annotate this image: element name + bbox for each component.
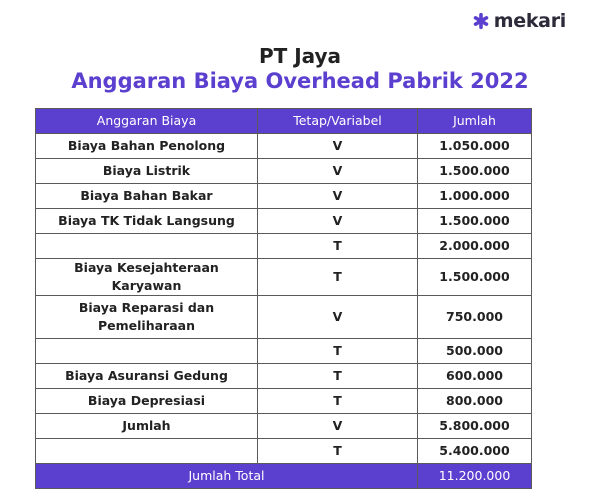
cell-amount: 5.400.000 [418, 439, 532, 464]
budget-table [35, 108, 532, 489]
table-header-row [36, 109, 532, 134]
total-row [36, 464, 532, 489]
table-row [36, 414, 532, 439]
cell-item: Biaya Asuransi Gedung [36, 364, 258, 389]
cell-item: Biaya Bahan Penolong [36, 134, 258, 159]
cell-type: V [258, 159, 418, 184]
table-row [36, 159, 532, 184]
cell-type: T [258, 339, 418, 364]
total-label: Jumlah Total [36, 464, 418, 489]
cell-item: Biaya Depresiasi [36, 389, 258, 414]
cell-item: Biaya Listrik [36, 159, 258, 184]
cell-type: V [258, 209, 418, 234]
table-row [36, 234, 532, 259]
cell-type: V [258, 134, 418, 159]
cell-item: Biaya Bahan Bakar [36, 184, 258, 209]
cell-amount: 5.800.000 [418, 414, 532, 439]
cell-amount: 1.500.000 [418, 259, 532, 296]
column-header-item: Anggaran Biaya [36, 109, 258, 134]
table-row [36, 259, 532, 296]
table-row [36, 439, 532, 464]
page-title: Anggaran Biaya Overhead Pabrik 2022 [71, 69, 529, 93]
cell-amount: 1.050.000 [418, 134, 532, 159]
cell-type: V [258, 296, 418, 339]
cell-type: V [258, 414, 418, 439]
cell-item: Biaya TK Tidak Langsung [36, 209, 258, 234]
cell-item [36, 439, 258, 464]
cell-amount: 1.500.000 [418, 159, 532, 184]
table-row [36, 134, 532, 159]
cell-type: T [258, 439, 418, 464]
cell-amount: 500.000 [418, 339, 532, 364]
cell-item [36, 234, 258, 259]
mekari-logo [472, 10, 566, 32]
cell-amount: 1.000.000 [418, 184, 532, 209]
cell-item: Jumlah [36, 414, 258, 439]
cell-amount: 600.000 [418, 364, 532, 389]
table-row [36, 364, 532, 389]
cell-type: T [258, 364, 418, 389]
cell-type: T [258, 389, 418, 414]
cell-amount: 1.500.000 [418, 209, 532, 234]
table-row [36, 209, 532, 234]
table-row [36, 389, 532, 414]
table-row [36, 296, 532, 339]
cell-type: T [258, 234, 418, 259]
total-amount: 11.200.000 [418, 464, 532, 489]
cell-item: Biaya Kesejahteraan Karyawan [36, 259, 258, 296]
brand-name: mekari [493, 10, 566, 32]
column-header-type: Tetap/Variabel [258, 109, 418, 134]
cell-amount: 750.000 [418, 296, 532, 339]
cell-item [36, 339, 258, 364]
cell-amount: 2.000.000 [418, 234, 532, 259]
cell-item: Biaya Reparasi dan Pemeliharaan [36, 296, 258, 339]
cell-type: V [258, 184, 418, 209]
cell-type: T [258, 259, 418, 296]
asterisk-logo-icon [472, 12, 490, 30]
cell-amount: 800.000 [418, 389, 532, 414]
table-row [36, 339, 532, 364]
company-name: PT Jaya [258, 44, 342, 68]
column-header-amount: Jumlah [418, 109, 532, 134]
table-row [36, 184, 532, 209]
